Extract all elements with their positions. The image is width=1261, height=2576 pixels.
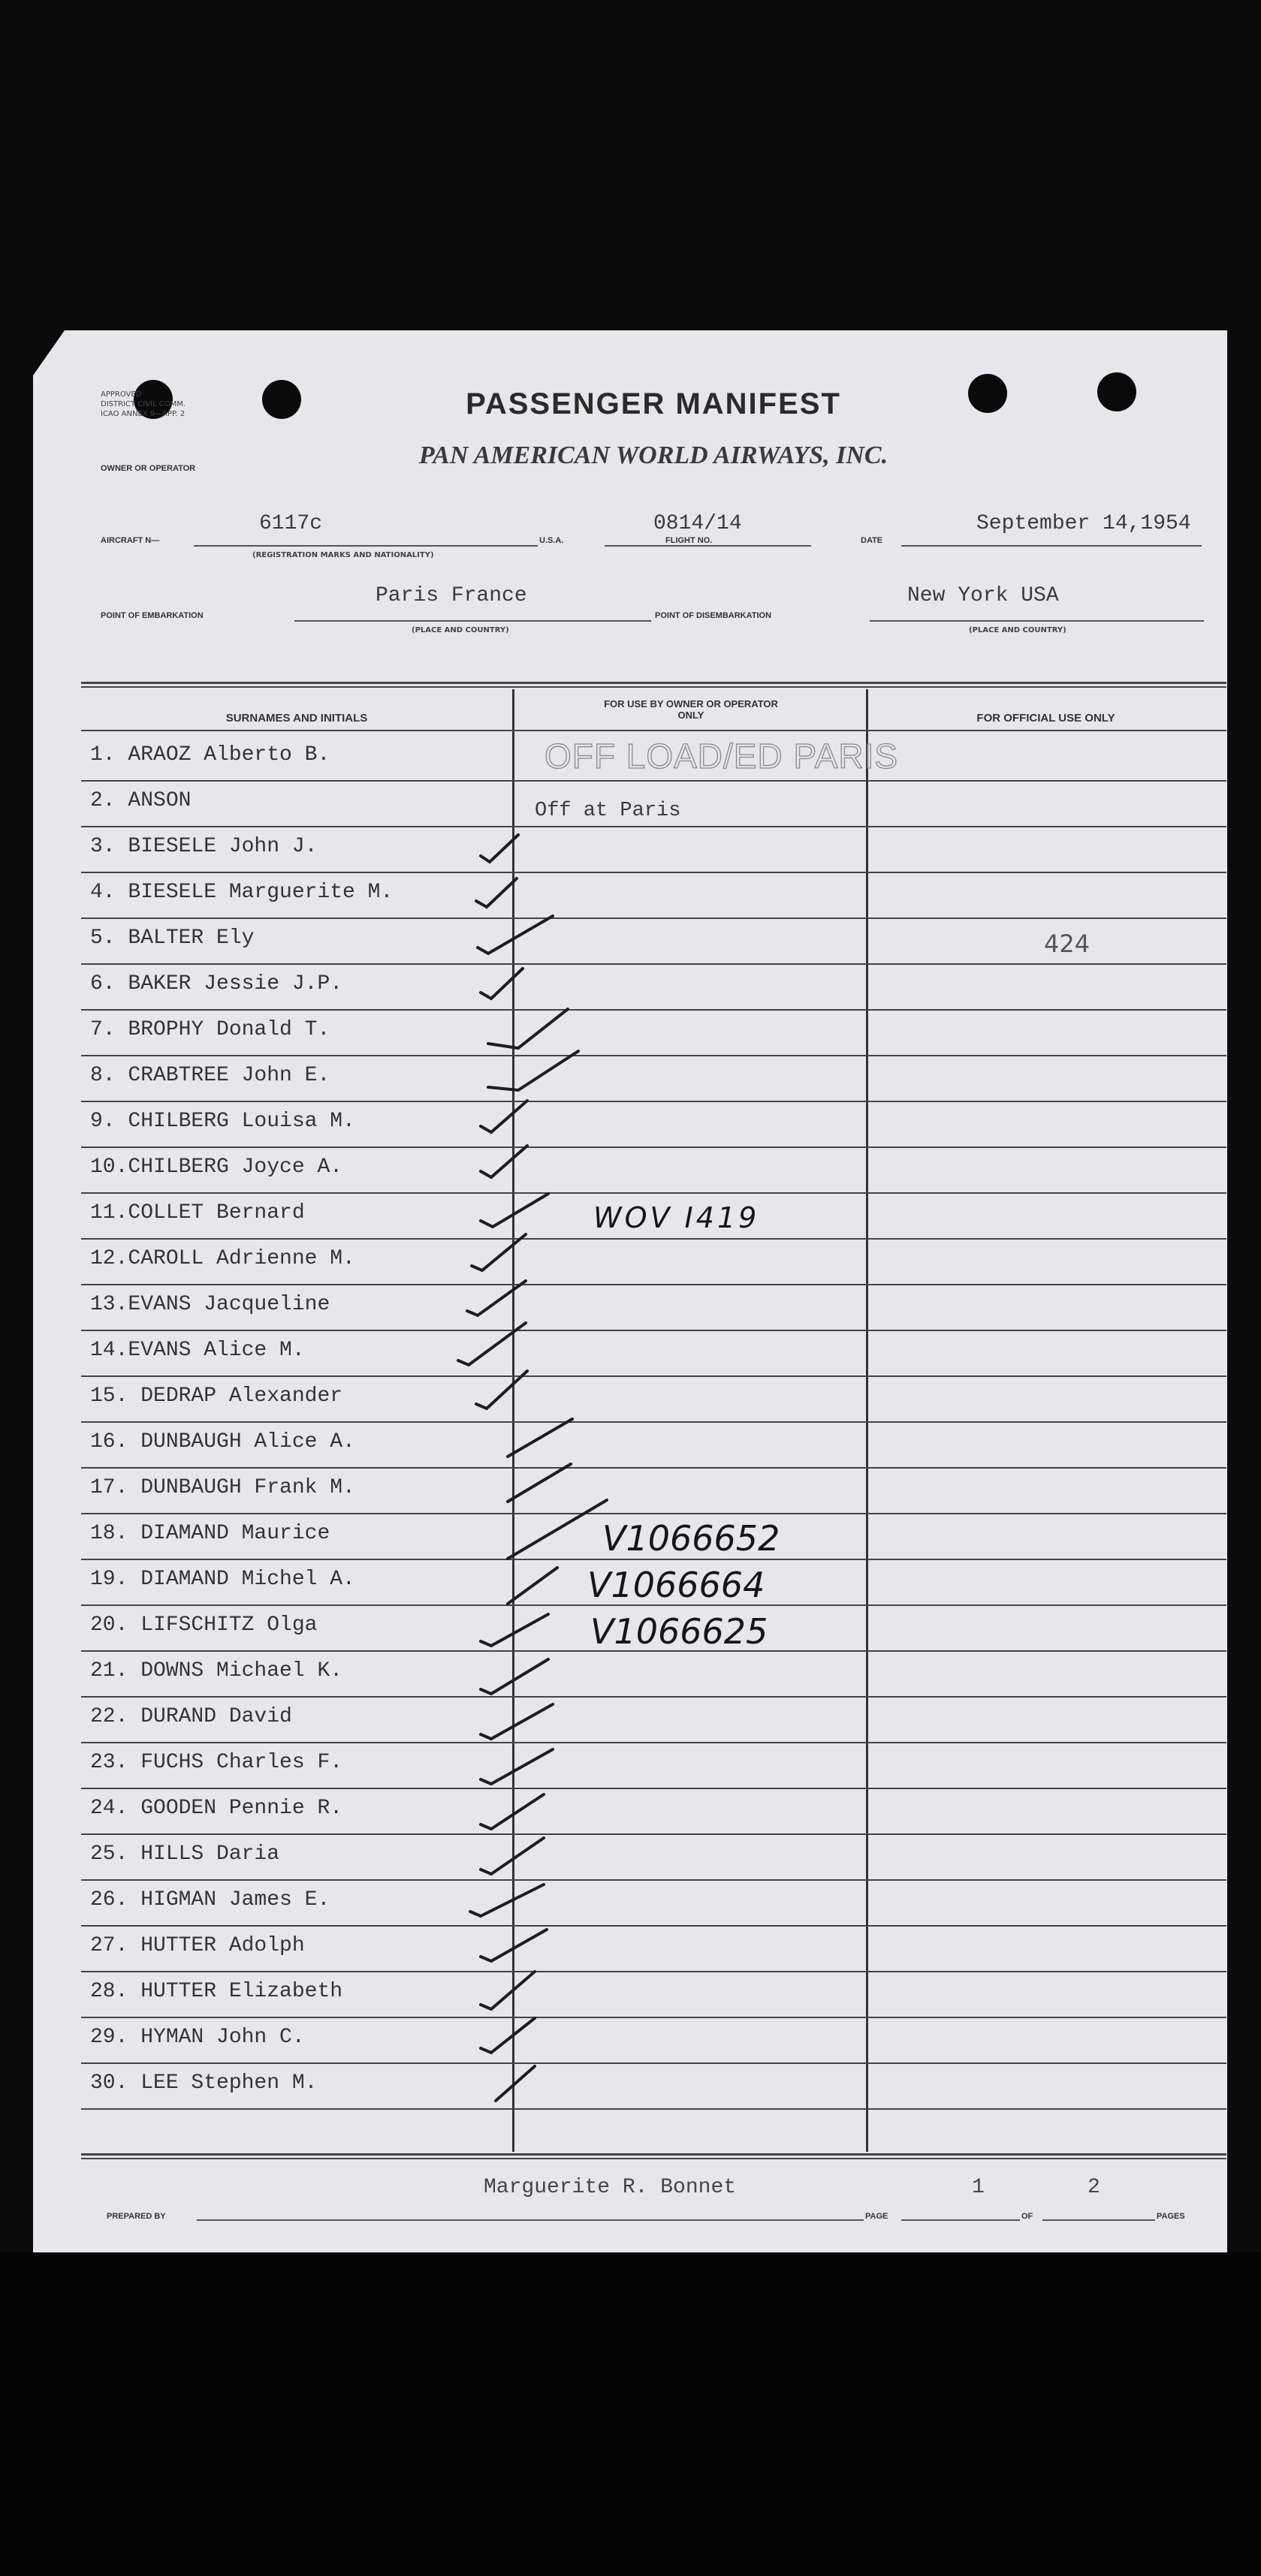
aircraft-label: AIRCRAFT N— [101,536,160,545]
row-rule [81,1421,1226,1423]
disembarkation-value: New York USA [907,584,1059,607]
row-rule [81,730,1226,731]
row-rule [81,2108,1226,2110]
handwritten-note: WOV I419 [593,1201,760,1234]
row-rule [81,1192,1226,1194]
column-divider [512,689,514,2152]
of-value: 2 [1088,2176,1100,2199]
passenger-row: 7. BROPHY Donald T. [90,1018,330,1041]
passenger-row: 14.EVANS Alice M. [90,1339,305,1362]
passenger-row: 18. DIAMAND Maurice [90,1522,330,1545]
col-header-owner: FOR USE BY OWNER OR OPERATOR ONLY [604,698,778,721]
table-bottom-rule [81,2158,1226,2159]
folded-corner [33,330,65,375]
company-name: PAN AMERICAN WORLD AIRWAYS, INC. [418,441,888,469]
row-rule [81,780,1226,782]
passenger-row: 4. BIESELE Marguerite M. [90,881,394,904]
row-rule [81,1559,1226,1560]
passenger-row: 1. ARAOZ Alberto B. [90,743,330,767]
row-rule [81,1467,1226,1469]
punch-hole [1097,372,1136,411]
row-rule [81,872,1226,873]
passenger-row: 16. DUNBAUGH Alice A. [90,1430,355,1454]
approval-line: DISTRICT CIVIL COMM. [101,400,186,408]
row-rule [81,1330,1226,1331]
passenger-row: 25. HILLS Daria [90,1842,280,1866]
embarkation-place-note: (PLACE AND COUNTRY) [412,626,509,634]
prepared-underline [197,2219,864,2221]
col-header-official: FOR OFFICIAL USE ONLY [976,712,1115,725]
row-rule [81,917,1226,919]
passenger-row: 2. ANSON [90,789,192,812]
passenger-row: 15. DEDRAP Alexander [90,1384,343,1408]
column-divider [866,689,868,2152]
row-rule [81,2017,1226,2018]
date-label: DATE [861,536,883,545]
passenger-row: 26. HIGMAN James E. [90,1888,330,1912]
passenger-row: 30. LEE Stephen M. [90,2071,318,2095]
approval-line: APPROVED [101,390,142,399]
of-label: OF [1021,2212,1033,2221]
row-rule [81,1788,1226,1789]
date-underline [901,545,1202,547]
passenger-row: 8. CRABTREE John E. [90,1064,330,1087]
passenger-row: 11.COLLET Bernard [90,1201,305,1225]
passenger-row: 13.EVANS Jacqueline [90,1293,330,1316]
embarkation-underline [294,620,651,622]
aircraft-underline [194,545,538,547]
passenger-row: 9. CHILBERG Louisa M. [90,1110,355,1133]
row-rule [81,1742,1226,1743]
passenger-row: 19. DIAMAND Michel A. [90,1568,355,1591]
disembarkation-place-note: (PLACE AND COUNTRY) [969,626,1066,634]
row-rule [81,1375,1226,1377]
table-top-rule [81,682,1226,684]
approval-line: ICAO ANNEX 9—APP. 2 [101,410,186,418]
prepared-by-label: PREPARED BY [107,2212,166,2221]
form-title: PASSENGER MANIFEST [466,387,841,420]
official-mark: 424 [1044,929,1091,958]
registration-note: (REGISTRATION MARKS AND NATIONALITY) [252,551,434,559]
passenger-row: 21. DOWNS Michael K. [90,1659,343,1683]
passenger-row: 12.CAROLL Adrienne M. [90,1247,355,1270]
passenger-row: 29. HYMAN John C. [90,2026,305,2049]
passenger-row: 3. BIESELE John J. [90,835,318,858]
passenger-row: 17. DUNBAUGH Frank M. [90,1476,355,1499]
usa-label: U.S.A. [539,536,564,545]
row-rule [81,1101,1226,1102]
row-rule [81,1146,1226,1148]
passenger-row: 20. LIFSCHITZ Olga [90,1613,318,1637]
disembarkation-label: POINT OF DISEMBARKATION [655,611,772,620]
handwritten-note: V1066652 [602,1518,780,1559]
flight-label: FLIGHT NO. [662,536,715,545]
handwritten-note: V1066625 [590,1611,768,1652]
owner-label: OWNER OR OPERATOR [101,464,196,473]
col-header-surnames: SURNAMES AND INITIALS [225,712,368,725]
row-rule [81,1284,1226,1285]
row-rule [81,1696,1226,1698]
page-underline [901,2219,1020,2221]
table-top-rule [81,686,1226,688]
punch-hole [968,374,1007,413]
row-rule [81,963,1226,965]
manifest-sheet [33,330,1227,2252]
row-rule [81,1513,1226,1514]
date-value: September 14,1954 [976,512,1191,535]
handwritten-note: V1066664 [587,1565,765,1605]
pages-label: PAGES [1157,2212,1185,2221]
flight-value: 0814/14 [653,512,742,535]
row-rule [81,1879,1226,1881]
page-value: 1 [972,2176,985,2199]
aircraft-value: 6117c [259,512,323,535]
passenger-row: 6. BAKER Jessie J.P. [90,972,343,996]
prepared-by-value: Marguerite R. Bonnet [484,2176,737,2199]
row-rule [81,1055,1226,1056]
scan-background [0,2252,1261,2576]
row-rule [81,1238,1226,1240]
passenger-row: 23. FUCHS Charles F. [90,1751,343,1774]
disembarkation-underline [870,620,1204,622]
row-rule [81,1833,1226,1835]
passenger-row: 24. GOODEN Pennie R. [90,1797,343,1820]
embarkation-label: POINT OF EMBARKATION [101,611,204,620]
offload-stamp: OFF LOAD/ED PARIS [545,737,899,776]
row-rule [81,1925,1226,1927]
passenger-row: 22. DURAND David [90,1705,292,1728]
row-note: Off at Paris [535,800,681,822]
row-rule [81,1009,1226,1011]
page-label: PAGE [865,2212,888,2221]
row-rule [81,826,1226,827]
passenger-row: 27. HUTTER Adolph [90,1934,305,1957]
of-underline [1042,2219,1155,2221]
table-bottom-rule [81,2153,1226,2156]
passenger-row: 28. HUTTER Elizabeth [90,1980,343,2003]
punch-hole [262,380,301,419]
embarkation-value: Paris France [376,584,527,607]
row-rule [81,1971,1226,1972]
row-rule [81,2062,1226,2064]
passenger-row: 10.CHILBERG Joyce A. [90,1155,343,1179]
passenger-row: 5. BALTER Ely [90,926,255,950]
flight-underline [605,545,811,547]
